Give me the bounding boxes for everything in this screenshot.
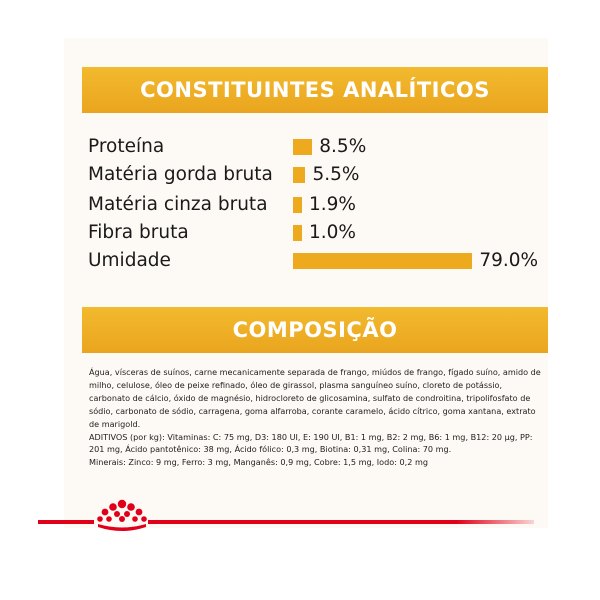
additives-paragraph: ADITIVOS (por kg): Vitaminas: C: 75 mg, D3: 180 UI, E: 190 UI, B1: 1 mg, B2: 2 mg, B6: 1 mg, B12: 20 µg, PP: 201 mg, Ácido pantotênico: 38 mg, Ácido fólico: 0,3 mg, Biotina: 0,31 mg, Colina: 70 mg. [89,431,533,455]
nutrient-label: Fibra bruta [88,222,189,243]
ingredients-paragraph: Água, vísceras de suínos, carne mecanicamente separada de frango, miúdos de frango, fígado suíno, amido de milho, celulose, óleo de peixe refinado, óleo de girassol, plasma sanguíneo suíno, cloreto de potássio, carbonato de cálcio, óxido de magnésio, hidrocloreto de glicosamina, sulfato de condroitina, tripolifosfato de sódio, carbonato de sódio, carragena, goma alfarroba, corante caramelo, ácido cítrico, goma xantana, extrato de marigold. [89,367,541,429]
nutrient-value: 8.5% [319,136,367,157]
nutrient-bar [293,197,302,213]
composition-text [89,366,545,469]
nutrient-value: 79.0% [479,250,539,271]
nutrient-label: Proteína [88,136,165,157]
nutrient-bar [293,225,302,241]
nutrient-label: Matéria cinza bruta [88,194,268,215]
nutrient-label: Umidade [88,250,171,271]
minerals-paragraph: Minerais: Zinco: 9 mg, Ferro: 3 mg, Manganês: 0,9 mg, Cobre: 1,5 mg, Iodo: 0,2 mg [89,457,428,468]
nutrient-value: 1.9% [309,194,356,215]
composition-banner: COMPOSIÇÃO [82,307,548,353]
royal-canin-crown-icon [96,498,148,536]
nutrient-bar [293,167,305,183]
nutrient-label: Matéria gorda bruta [88,164,273,185]
nutrient-bar [293,253,472,269]
nutrient-value: 1.0% [309,222,356,243]
nutrient-bar [293,139,312,155]
analytics-banner: CONSTITUINTES ANALÍTICOS [82,67,548,113]
footer-line-left [38,520,94,524]
footer-line-right [148,520,534,524]
nutrient-value: 5.5% [312,164,360,185]
